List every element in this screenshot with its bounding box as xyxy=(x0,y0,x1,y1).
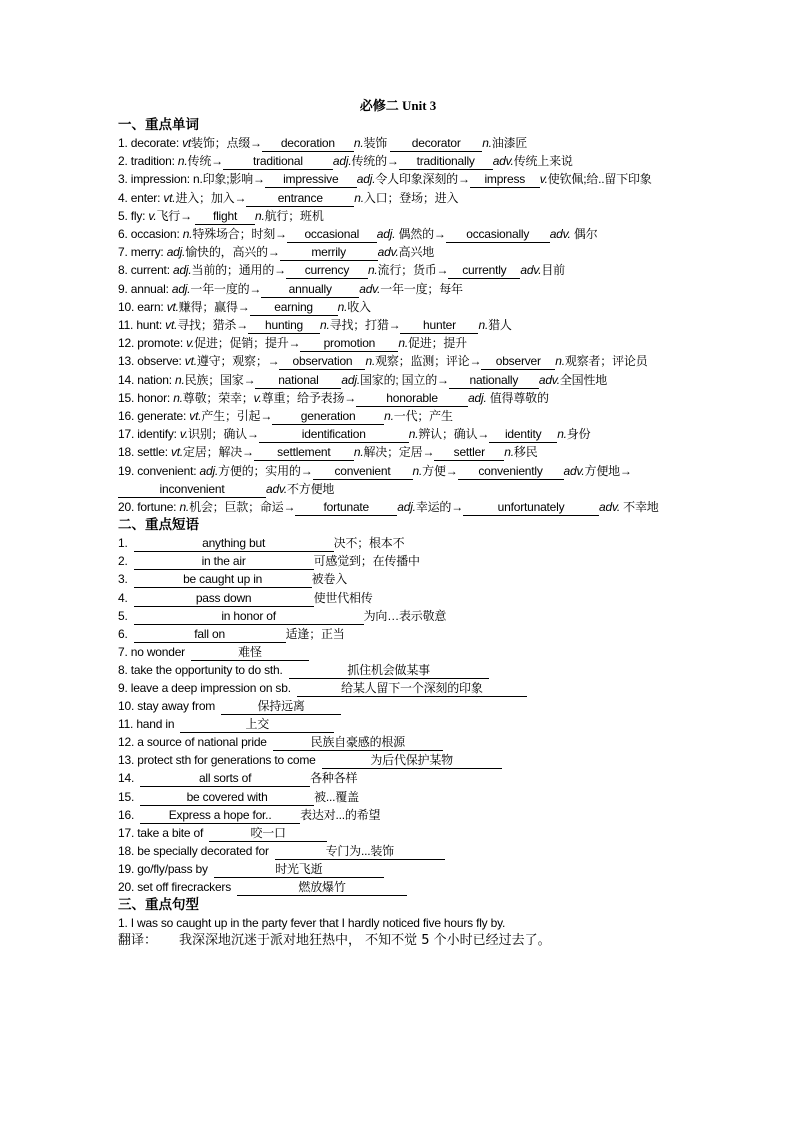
phrase-answer-blank: 时光飞逝 xyxy=(214,863,384,878)
answer-blank: nationally xyxy=(449,374,539,389)
word-text: 定居；解决→ xyxy=(183,445,254,460)
phrase-number: 15. xyxy=(118,789,135,804)
word-text: 解决；定居→ xyxy=(363,445,435,460)
word-text: 当前的；通用的→ xyxy=(191,263,286,278)
word-text: 尊敬；荣幸； xyxy=(182,390,254,405)
word-item xyxy=(118,298,678,316)
answer-blank: decorator xyxy=(390,137,482,152)
answer-blank: settlement xyxy=(254,446,354,461)
phrase-number: 4. xyxy=(118,590,128,605)
word-text: 1. decorate: xyxy=(118,136,183,150)
word-text: 愉快的，高兴的→ xyxy=(185,245,280,260)
phrase-number: 13. protect sth for generations to come xyxy=(118,753,316,768)
phrase-meaning: 被...覆盖 xyxy=(314,789,359,804)
phrase-number: 2. xyxy=(118,554,128,569)
answer-blank: occasionally xyxy=(446,228,550,243)
word-item xyxy=(118,425,678,443)
phrase-meaning: 适逢；正当 xyxy=(285,626,345,641)
part-of-speech: n. xyxy=(482,136,492,150)
translation-label: 翻译： xyxy=(118,933,158,949)
word-text: 传统→ xyxy=(187,154,223,169)
phrase-number: 12. a source of national pride xyxy=(118,735,267,750)
part-of-speech: vt. xyxy=(170,445,184,460)
phrase-answer-blank: in the air xyxy=(134,555,314,570)
answer-blank: national xyxy=(255,374,341,389)
word-text: 4. enter: xyxy=(118,190,164,205)
word-text: 促进；促销；提升→ xyxy=(194,336,301,351)
phrase-answer-blank: Express a hope for.. xyxy=(140,809,300,824)
answer-blank: promotion xyxy=(300,337,398,352)
word-text: 赚得；赢得→ xyxy=(178,299,250,314)
word-item xyxy=(118,207,678,225)
part-of-speech: adj. xyxy=(199,463,219,478)
word-text: 17. identify: xyxy=(118,427,180,442)
part-of-speech: v. xyxy=(186,336,195,351)
phrase-item xyxy=(118,860,678,878)
part-of-speech: n. xyxy=(173,390,183,405)
phrase-answer-blank: pass down xyxy=(134,592,314,607)
answer-blank: entrance xyxy=(246,192,354,207)
word-text: 观察者；评论员 xyxy=(564,354,648,369)
phrase-number: 5. xyxy=(118,608,128,623)
word-text: 产生；引起→ xyxy=(201,409,273,424)
word-text: 识别；确认→ xyxy=(187,427,259,442)
part-of-speech: vt. xyxy=(163,190,176,205)
answer-blank: hunting xyxy=(248,319,320,334)
phrase-item xyxy=(118,788,678,806)
phrase-number: 20. set off firecrackers xyxy=(118,880,232,895)
word-text: 高兴地 xyxy=(398,245,435,260)
part-of-speech: adv. xyxy=(538,372,560,387)
phrase-answer-blank: be caught up in xyxy=(134,573,312,588)
sentence-english: 1. I was so caught up in the party fever that I hardly noticed five hours fly by. xyxy=(118,916,506,931)
phrase-list xyxy=(118,534,678,896)
word-item xyxy=(118,462,678,498)
part-of-speech: adj. xyxy=(341,372,360,387)
word-text: 航行；班机 xyxy=(264,208,324,223)
part-of-speech: n. xyxy=(354,190,364,205)
answer-blank: observation xyxy=(279,355,365,370)
phrase-answer-blank: in honor of xyxy=(134,610,364,625)
word-text: 值得尊敬的 xyxy=(486,390,549,405)
phrase-answer-blank: 民族自豪感的根源 xyxy=(273,736,443,751)
word-text: 飞行→ xyxy=(156,208,196,223)
part-of-speech: adj. xyxy=(172,263,192,278)
word-text: 15. honor: xyxy=(118,390,174,405)
word-text: 13. observe: xyxy=(118,354,185,369)
word-text: 目前 xyxy=(541,263,565,278)
word-text: 令人印象深刻的→ xyxy=(375,172,470,187)
answer-blank: identity xyxy=(489,428,557,443)
part-of-speech: adv. xyxy=(377,245,399,260)
phrase-meaning: 被卷入 xyxy=(311,572,348,587)
word-item xyxy=(118,152,678,170)
phrase-answer-blank: 难怪 xyxy=(191,646,309,661)
phrase-item xyxy=(118,643,678,661)
part-of-speech: n. xyxy=(384,409,394,424)
part-of-speech: vt. xyxy=(165,318,178,333)
phrase-answer-blank: 抓住机会做某事 xyxy=(289,664,489,679)
section-phrases-heading: 二、重点短语 xyxy=(118,517,199,534)
word-item xyxy=(118,170,678,188)
part-of-speech: n. xyxy=(555,354,565,369)
part-of-speech: adj. xyxy=(332,154,352,169)
phrase-answer-blank: be covered with xyxy=(140,791,314,806)
phrase-number: 11. hand in xyxy=(118,717,175,732)
word-text: 一年一度的→ xyxy=(190,281,262,296)
part-of-speech: adv. xyxy=(492,154,514,169)
part-of-speech: n. xyxy=(367,263,378,278)
word-text: 2. tradition: xyxy=(118,154,178,169)
phrase-number: 6. xyxy=(118,626,128,641)
phrase-answer-blank: all sorts of xyxy=(140,772,310,787)
word-text: 油漆匠 xyxy=(491,136,528,150)
answer-blank: flight xyxy=(195,210,255,225)
word-text: 收入 xyxy=(347,299,371,314)
section-sentences-heading: 三、重点句型 xyxy=(118,897,199,914)
word-text: 10. earn: xyxy=(118,299,167,314)
phrase-meaning: 表达对...的希望 xyxy=(300,807,381,822)
phrase-number: 3. xyxy=(118,572,128,587)
part-of-speech: adj. xyxy=(356,172,376,187)
answer-blank: honorable xyxy=(356,392,468,407)
word-item xyxy=(118,352,678,370)
part-of-speech: adj. xyxy=(397,500,416,515)
answer-blank: generation xyxy=(272,410,384,425)
word-text: 尊重；给予表扬→ xyxy=(261,390,357,405)
answer-blank: annually xyxy=(261,283,359,298)
word-text: 寻找；猎杀→ xyxy=(177,318,249,333)
part-of-speech: adv. xyxy=(549,227,571,242)
part-of-speech: v. xyxy=(148,208,157,223)
word-item xyxy=(118,371,678,389)
phrase-answer-blank: 保持远离 xyxy=(221,700,341,715)
word-item xyxy=(118,389,678,407)
phrase-answer-blank: fall on xyxy=(134,628,286,643)
answer-blank: earning xyxy=(250,301,338,316)
phrase-item xyxy=(118,661,678,679)
phrase-item xyxy=(118,570,678,588)
part-of-speech: n. xyxy=(353,136,364,150)
phrase-item xyxy=(118,607,678,625)
phrase-item xyxy=(118,534,678,552)
answer-blank: decoration xyxy=(262,137,354,152)
phrase-item xyxy=(118,552,678,570)
part-of-speech: adv. xyxy=(563,463,585,478)
word-item xyxy=(118,243,678,261)
word-text: 寻找；打猎→ xyxy=(329,318,401,333)
answer-blank: traditionally xyxy=(399,155,493,170)
phrase-answer-blank: 为后代保护某物 xyxy=(322,754,502,769)
part-of-speech: n. xyxy=(557,427,567,442)
word-item xyxy=(118,443,678,461)
word-text: 观察；监测；评论→ xyxy=(375,354,482,369)
phrase-meaning: 为向…表示敬意 xyxy=(363,608,447,623)
worksheet-page xyxy=(118,96,678,950)
answer-blank: currency xyxy=(286,264,368,279)
phrase-number: 1. xyxy=(118,536,128,551)
part-of-speech: n. xyxy=(412,463,423,478)
word-item xyxy=(118,261,678,279)
word-text: 遵守；观察；→ xyxy=(196,354,280,369)
phrase-meaning: 可感觉到；在传播中 xyxy=(313,554,420,569)
word-text: 装饰 xyxy=(363,136,391,150)
phrase-answer-blank: anything but xyxy=(134,537,334,552)
phrase-answer-blank: 专门为...装饰 xyxy=(275,845,445,860)
word-text: 方便→ xyxy=(422,463,458,478)
phrase-item xyxy=(118,679,678,697)
part-of-speech: n. xyxy=(478,318,489,333)
word-text: 8. current: xyxy=(118,263,173,278)
word-item xyxy=(118,407,678,425)
translation-answer: 我深深地沉迷于派对地狂热中， 不知不觉 5 个小时已经过去了。 xyxy=(179,933,551,949)
word-text: 3. impression: n.印象;影响→ xyxy=(118,172,265,187)
word-text: 不方便地 xyxy=(287,481,335,496)
section-words-heading: 一、重点单词 xyxy=(118,117,199,133)
word-text: 流行；货币→ xyxy=(377,263,449,278)
word-text: 机会；巨款；命运→ xyxy=(189,500,296,515)
phrase-item xyxy=(118,842,678,860)
answer-blank: settler xyxy=(434,446,504,461)
answer-blank: occasional xyxy=(287,228,377,243)
word-text: 装饰；点缀→ xyxy=(191,136,262,150)
word-text: 19. convenient: xyxy=(118,463,200,478)
part-of-speech: n. xyxy=(337,299,348,314)
part-of-speech: n. xyxy=(177,154,188,169)
word-text: 幸运的→ xyxy=(415,500,464,515)
word-text: 5. fly: xyxy=(118,208,149,223)
phrase-answer-blank: 燃放爆竹 xyxy=(237,881,407,896)
phrase-number: 14. xyxy=(118,771,135,786)
word-item xyxy=(118,316,678,334)
part-of-speech: n. xyxy=(320,318,330,333)
answer-blank: impress xyxy=(470,173,540,188)
part-of-speech: n. xyxy=(398,336,408,351)
word-text: 一年一度；每年 xyxy=(380,281,463,296)
answer-blank: identification xyxy=(259,428,409,443)
answer-blank: fortunate xyxy=(295,501,397,516)
part-of-speech: n. xyxy=(255,208,265,223)
answer-blank: impressive xyxy=(265,173,357,188)
word-text: 偶尔 xyxy=(570,227,598,242)
part-of-speech: adv. xyxy=(520,263,542,278)
phrase-answer-blank: 上交 xyxy=(180,718,334,733)
part-of-speech: adv. xyxy=(266,481,287,496)
word-text: 民族；国家→ xyxy=(184,372,256,387)
part-of-speech: v. xyxy=(253,390,262,405)
word-text: 16. generate: xyxy=(118,409,190,424)
word-text: 身份 xyxy=(566,427,591,442)
part-of-speech: n. xyxy=(504,445,514,460)
word-text: 辨认；确认→ xyxy=(418,427,490,442)
phrase-item xyxy=(118,878,678,896)
word-text: 猎人 xyxy=(488,318,512,333)
phrase-item xyxy=(118,733,678,751)
part-of-speech: adj. xyxy=(171,281,191,296)
word-text: 18. settle: xyxy=(118,445,171,460)
answer-blank: convenient xyxy=(313,465,413,480)
word-item xyxy=(118,334,678,352)
word-text: 方便的；实用的→ xyxy=(218,463,313,478)
word-text: 12. promote: xyxy=(118,336,187,351)
word-text: 不幸地 xyxy=(620,500,659,515)
phrase-number: 17. take a bite of xyxy=(118,825,204,840)
word-item xyxy=(118,134,678,152)
part-of-speech: n. xyxy=(174,372,185,387)
word-list xyxy=(118,134,678,516)
word-text: 11. hunt: xyxy=(118,318,166,333)
phrase-number: 9. leave a deep impression on sb. xyxy=(118,681,291,696)
part-of-speech: n. xyxy=(182,227,193,242)
word-text: 20. fortune: xyxy=(118,500,180,515)
phrase-number: 8. take the opportunity to do sth. xyxy=(118,662,283,677)
word-text: 14. nation: xyxy=(118,372,175,387)
phrase-item xyxy=(118,625,678,643)
part-of-speech: n. xyxy=(408,427,419,442)
word-item xyxy=(118,225,678,243)
word-text: 传统上来说 xyxy=(513,154,573,169)
word-item xyxy=(118,280,678,298)
part-of-speech: vt. xyxy=(189,409,202,424)
part-of-speech: v. xyxy=(539,172,548,187)
phrase-meaning: 决不；根本不 xyxy=(333,536,405,551)
word-text: 6. occasion: xyxy=(118,227,183,242)
phrase-number: 19. go/fly/pass by xyxy=(118,861,208,876)
answer-blank: traditional xyxy=(223,155,333,170)
word-item xyxy=(118,189,678,207)
word-text: 9. annual: xyxy=(118,281,172,296)
answer-blank: observer xyxy=(481,355,555,370)
phrase-number: 7. no wonder xyxy=(118,644,185,659)
answer-blank: unfortunately xyxy=(463,501,599,516)
phrase-number: 18. be specially decorated for xyxy=(118,843,269,858)
answer-blank: hunter xyxy=(400,319,478,334)
answer-blank: conveniently xyxy=(458,465,564,480)
part-of-speech: vt. xyxy=(166,299,179,314)
part-of-speech: v. xyxy=(179,427,188,442)
word-text: 全国性地 xyxy=(559,372,608,387)
phrase-answer-blank: 给某人留下一个深刻的印象 xyxy=(297,682,527,697)
phrase-item xyxy=(118,824,678,842)
part-of-speech: adj. xyxy=(468,390,487,405)
part-of-speech: vt. xyxy=(184,354,197,369)
phrase-item xyxy=(118,589,678,607)
word-item xyxy=(118,498,678,516)
answer-blank: merrily xyxy=(280,246,378,261)
word-text: 方便地→ xyxy=(584,463,632,478)
part-of-speech: adv. xyxy=(599,500,621,515)
word-text: 进入；加入→ xyxy=(175,190,247,205)
phrase-number: 16. xyxy=(118,807,135,822)
word-text: 传统的→ xyxy=(351,154,399,169)
phrase-number: 10. stay away from xyxy=(118,699,216,714)
part-of-speech: adv. xyxy=(359,281,381,296)
answer-blank: currently xyxy=(448,264,520,279)
word-text: 国家的; 国立的→ xyxy=(359,372,449,387)
phrase-item xyxy=(118,697,678,715)
part-of-speech: adj. xyxy=(166,245,186,260)
answer-blank: inconvenient xyxy=(118,483,266,498)
word-text: 偶然的→ xyxy=(395,227,446,242)
word-text: 移民 xyxy=(513,445,538,460)
part-of-speech: vt xyxy=(182,136,192,150)
page-title: 必修二 Unit 3 xyxy=(359,98,437,113)
word-text: 使钦佩;给..留下印象 xyxy=(547,172,652,187)
word-text: 一代；产生 xyxy=(393,409,453,424)
word-text: 入口；登场；进入 xyxy=(363,190,459,205)
word-text: 7. merry: xyxy=(118,245,167,260)
part-of-speech: n. xyxy=(365,354,376,369)
phrase-item xyxy=(118,806,678,824)
phrase-answer-blank: 咬一口 xyxy=(209,827,327,842)
phrase-item xyxy=(118,751,678,769)
phrase-item xyxy=(118,715,678,733)
word-text: 促进；提升 xyxy=(407,336,467,351)
part-of-speech: adj. xyxy=(376,227,396,242)
phrase-meaning: 各种各样 xyxy=(310,771,358,786)
phrase-item xyxy=(118,769,678,787)
sentence-translation xyxy=(118,932,678,950)
part-of-speech: n. xyxy=(353,445,364,460)
part-of-speech: n. xyxy=(179,500,190,515)
phrase-meaning: 使世代相传 xyxy=(313,590,373,605)
word-text: 特殊场合；时刻→ xyxy=(192,227,287,242)
